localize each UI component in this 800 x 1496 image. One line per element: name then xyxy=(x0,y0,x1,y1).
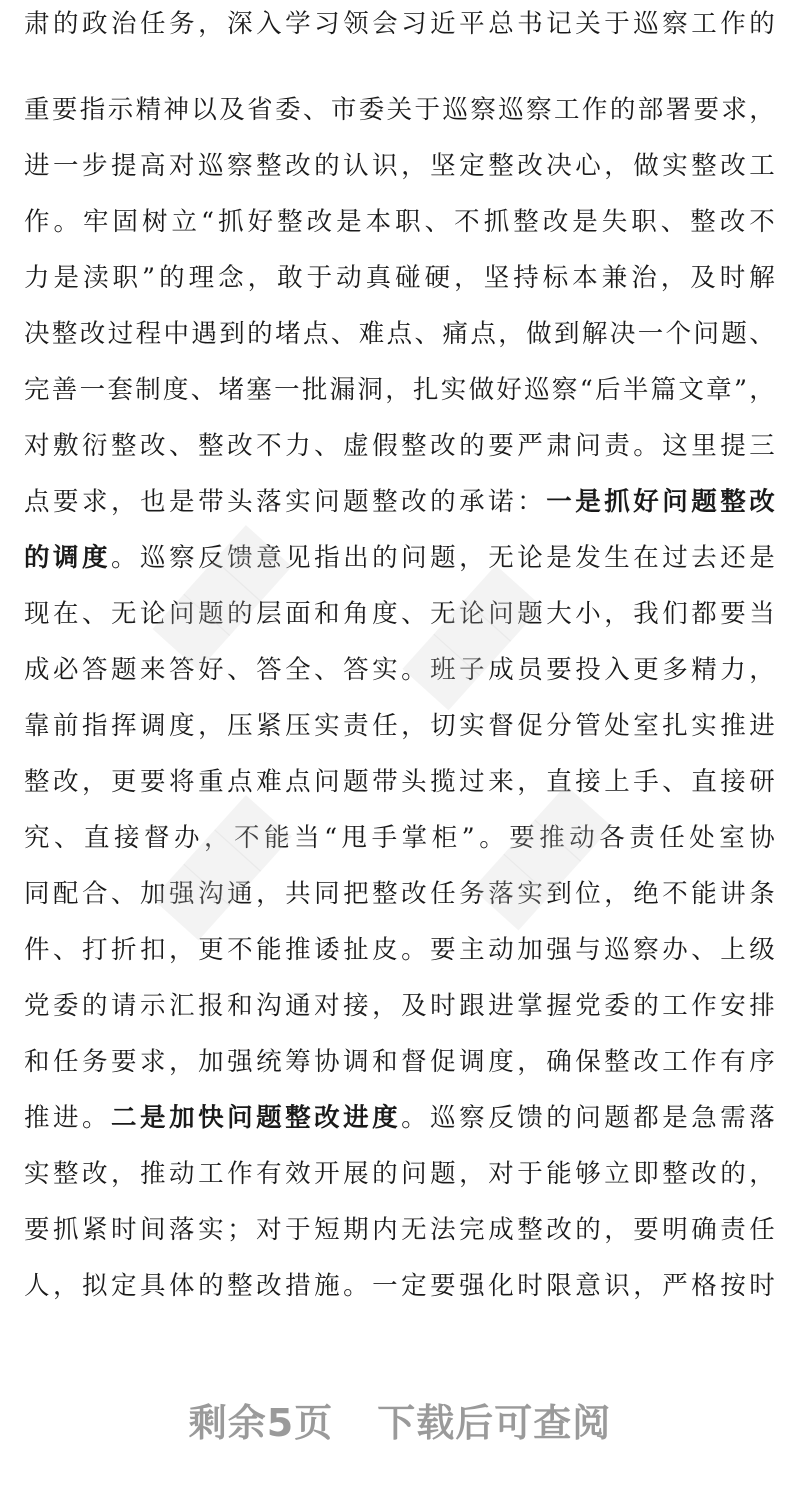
text-segment: 作。牢固树立“抓好整改是本职、不抓整改是失职、整改不 xyxy=(24,207,776,237)
download-prompt[interactable] xyxy=(0,1392,800,1447)
text-line xyxy=(24,258,776,298)
text-segment: 力是渎职”的理念，敢于动真碰硬，坚持标本兼治，及时解 xyxy=(24,263,776,293)
text-line xyxy=(24,314,776,354)
text-line xyxy=(24,986,776,1026)
text-line xyxy=(24,706,776,746)
text-segment: 推进。 xyxy=(24,1103,112,1133)
text-line xyxy=(24,370,776,410)
text-line xyxy=(24,1266,776,1306)
text-line xyxy=(24,146,776,186)
text-segment: 靠前指挥调度，压紧压实责任，切实督促分管处室扎实推进 xyxy=(24,711,776,741)
watermark: ▇▇▇ xyxy=(466,780,612,930)
text-line xyxy=(24,650,776,690)
text-segment: 。巡察反馈的问题都是急需落 xyxy=(401,1103,776,1133)
text-line xyxy=(24,482,776,522)
text-segment: 整改，更要将重点难点问题带头揽过来，直接上手、直接研 xyxy=(24,767,776,797)
text-segment: 重要指示精神以及省委、市委关于巡察巡察工作的部署要求， xyxy=(24,95,776,125)
watermark: ▇▇▇ xyxy=(396,560,542,710)
text-line xyxy=(24,818,776,858)
text-line xyxy=(24,594,776,634)
text-segment: 要抓紧时间落实；对于短期内无法完成整改的，要明确责任 xyxy=(24,1215,776,1245)
text-segment: 同配合、加强沟通，共同把整改任务落实到位，绝不能讲条 xyxy=(24,879,776,909)
text-line xyxy=(24,930,776,970)
text-line xyxy=(24,202,776,242)
text-segment: 肃的政治任务，深入学习领会习近平总书记关于巡察工作的 xyxy=(24,9,776,39)
text-segment: 党委的请示汇报和沟通对接，及时跟进掌握党委的工作安排 xyxy=(24,991,776,1021)
text-line xyxy=(24,762,776,802)
text-line xyxy=(24,874,776,914)
text-line xyxy=(24,426,776,466)
text-segment: 点要求，也是带头落实问题整改的承诺： xyxy=(24,487,547,517)
text-segment: 进一步提高对巡察整改的认识，坚定整改决心，做实整改工 xyxy=(24,151,776,181)
text-line xyxy=(24,4,776,44)
text-line xyxy=(24,1042,776,1082)
text-segment: 究、直接督办，不能当“甩手掌柜”。要推动各责任处室协 xyxy=(24,823,776,853)
watermark: ▇▇▇ xyxy=(146,520,292,670)
bold-heading-text: 一是抓好问题整改 xyxy=(546,487,776,517)
text-line xyxy=(24,1154,776,1194)
text-segment: 决整改过程中遇到的堵点、难点、痛点，做到解决一个问题、 xyxy=(24,319,776,349)
text-line xyxy=(24,1210,776,1250)
bold-heading-text: 二是加快问题整改进度 xyxy=(111,1103,402,1133)
remaining-pages-text: 剩余5页 xyxy=(188,1401,334,1445)
text-segment: 件、打折扣，更不能推诿扯皮。要主动加强与巡察办、上级 xyxy=(24,935,776,965)
text-line xyxy=(24,538,776,578)
text-segment: 人，拟定具体的整改措施。一定要强化时限意识，严格按时 xyxy=(24,1271,776,1301)
text-segment: 成必答题来答好、答全、答实。班子成员要投入更多精力， xyxy=(24,655,776,685)
text-segment: 和任务要求，加强统筹协调和督促调度，确保整改工作有序 xyxy=(24,1047,776,1077)
text-segment: 完善一套制度、堵塞一批漏洞，扎实做好巡察“后半篇文章”， xyxy=(24,375,776,405)
text-line xyxy=(24,90,776,130)
bold-heading-text: 的调度 xyxy=(24,543,112,573)
watermark: ▇▇▇ xyxy=(146,790,292,940)
text-line xyxy=(24,1098,776,1138)
text-segment: 现在、无论问题的层面和角度、无论问题大小，我们都要当 xyxy=(24,599,776,629)
text-segment: 实整改，推动工作有效开展的问题，对于能够立即整改的， xyxy=(24,1159,776,1189)
text-segment: 。巡察反馈意见指出的问题，无论是发生在过去还是 xyxy=(111,543,776,573)
text-segment: 对敷衍整改、整改不力、虚假整改的要严肃问责。这里提三 xyxy=(24,431,776,461)
download-to-view-text: 下载后可查阅 xyxy=(377,1401,612,1445)
